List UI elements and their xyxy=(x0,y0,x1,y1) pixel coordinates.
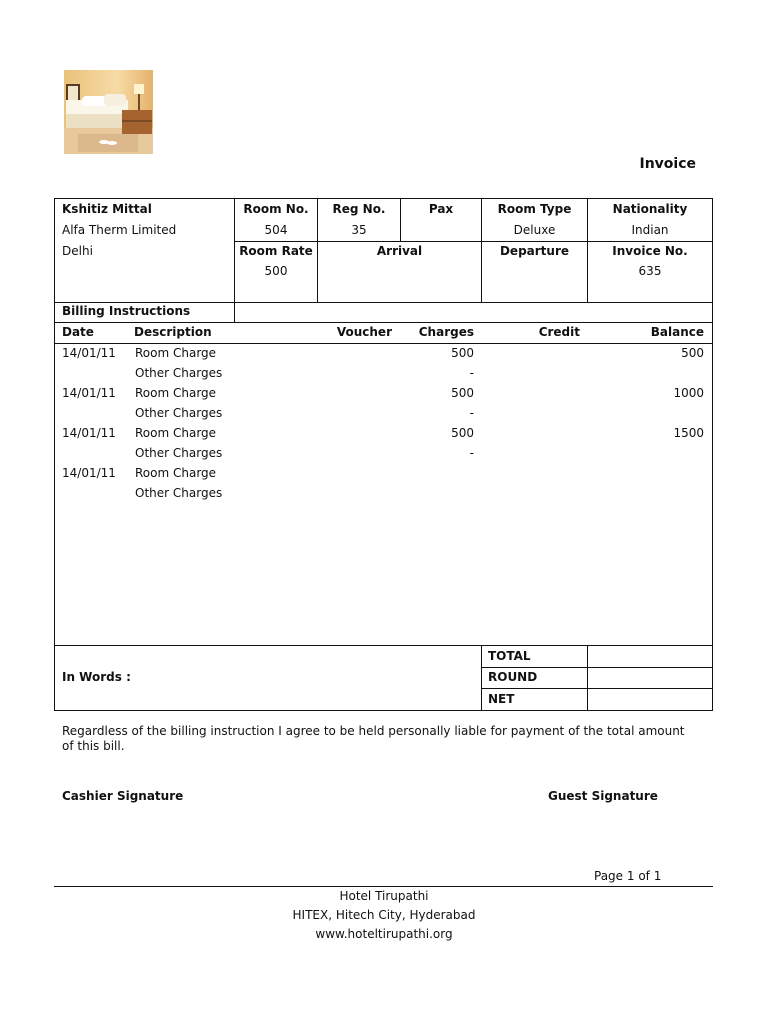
liability-disclaimer: Regardless of the billing instruction I agree to be held personally liable for payment of the total amount of this bill. xyxy=(62,724,685,753)
row-description: Room Charge xyxy=(135,426,217,440)
row-balance: 1500 xyxy=(673,426,704,440)
divider xyxy=(54,302,713,303)
col-credit: Credit xyxy=(538,325,580,339)
row-date: 14/01/11 xyxy=(62,466,116,480)
row-description: Other Charges xyxy=(135,366,223,380)
invoice-no-value: 635 xyxy=(638,264,662,278)
page-number: Page 1 of 1 xyxy=(594,869,662,883)
row-charges: - xyxy=(469,446,474,460)
col-description: Description xyxy=(134,325,212,339)
col-date: Date xyxy=(62,325,94,339)
table-row xyxy=(0,386,768,406)
divider xyxy=(481,645,482,711)
table-row xyxy=(0,486,768,506)
in-words-label: In Words : xyxy=(62,670,131,684)
hotel-name: Hotel Tirupathi xyxy=(339,889,429,903)
nationality-value: Indian xyxy=(631,223,669,237)
divider xyxy=(54,322,713,323)
room-type-value: Deluxe xyxy=(513,223,556,237)
table-row xyxy=(0,466,768,486)
row-charges: - xyxy=(469,366,474,380)
table-row xyxy=(0,406,768,426)
row-charges: 500 xyxy=(451,346,474,360)
row-description: Other Charges xyxy=(135,486,223,500)
table-row xyxy=(0,426,768,446)
room-no-value: 504 xyxy=(264,223,288,237)
table-row xyxy=(0,446,768,466)
row-balance: 500 xyxy=(681,346,704,360)
row-balance: 1000 xyxy=(673,386,704,400)
invoice-title: Invoice xyxy=(639,156,696,172)
pax-label: Pax xyxy=(428,202,454,216)
table-row xyxy=(0,366,768,386)
col-charges: Charges xyxy=(418,325,474,339)
divider xyxy=(54,645,713,646)
guest-signature-label: Guest Signature xyxy=(548,789,658,803)
nationality-label: Nationality xyxy=(612,202,688,216)
row-charges: 500 xyxy=(451,386,474,400)
divider xyxy=(587,645,588,711)
guest-name: Kshitiz Mittal xyxy=(62,202,152,216)
col-balance: Balance xyxy=(650,325,704,339)
divider xyxy=(234,198,235,323)
hotel-website[interactable]: www.hoteltirupathi.org xyxy=(315,927,453,941)
departure-label: Departure xyxy=(499,244,570,258)
hotel-address: HITEX, Hitech City, Hyderabad xyxy=(292,908,476,922)
table-border-top xyxy=(54,198,713,199)
cashier-signature-label: Cashier Signature xyxy=(62,789,184,803)
row-charges: - xyxy=(469,406,474,420)
net-label: NET xyxy=(488,692,515,706)
billing-instructions-label: Billing Instructions xyxy=(62,304,191,318)
reg-no-value: 35 xyxy=(351,223,367,237)
divider xyxy=(481,667,713,668)
room-type-label: Room Type xyxy=(497,202,572,216)
guest-city: Delhi xyxy=(62,244,93,258)
row-description: Room Charge xyxy=(135,346,217,360)
row-description: Other Charges xyxy=(135,446,223,460)
table-row xyxy=(0,346,768,366)
footer-divider xyxy=(54,886,713,887)
row-description: Room Charge xyxy=(135,386,217,400)
divider xyxy=(54,343,713,344)
guest-company: Alfa Therm Limited xyxy=(62,223,177,237)
row-date: 14/01/11 xyxy=(62,386,116,400)
room-rate-value: 500 xyxy=(264,264,288,278)
row-date: 14/01/11 xyxy=(62,346,116,360)
row-date: 14/01/11 xyxy=(62,426,116,440)
reg-no-label: Reg No. xyxy=(332,202,386,216)
round-label: ROUND xyxy=(488,670,538,684)
arrival-label: Arrival xyxy=(376,244,423,258)
total-label: TOTAL xyxy=(488,649,531,663)
divider xyxy=(481,688,713,689)
row-description: Other Charges xyxy=(135,406,223,420)
room-no-label: Room No. xyxy=(243,202,309,216)
table-border-bottom xyxy=(54,710,713,711)
row-description: Room Charge xyxy=(135,466,217,480)
divider xyxy=(234,241,713,242)
hotel-room-image xyxy=(64,70,153,154)
col-voucher: Voucher xyxy=(336,325,392,339)
invoice-no-label: Invoice No. xyxy=(612,244,688,258)
room-rate-label: Room Rate xyxy=(239,244,313,258)
row-charges: 500 xyxy=(451,426,474,440)
